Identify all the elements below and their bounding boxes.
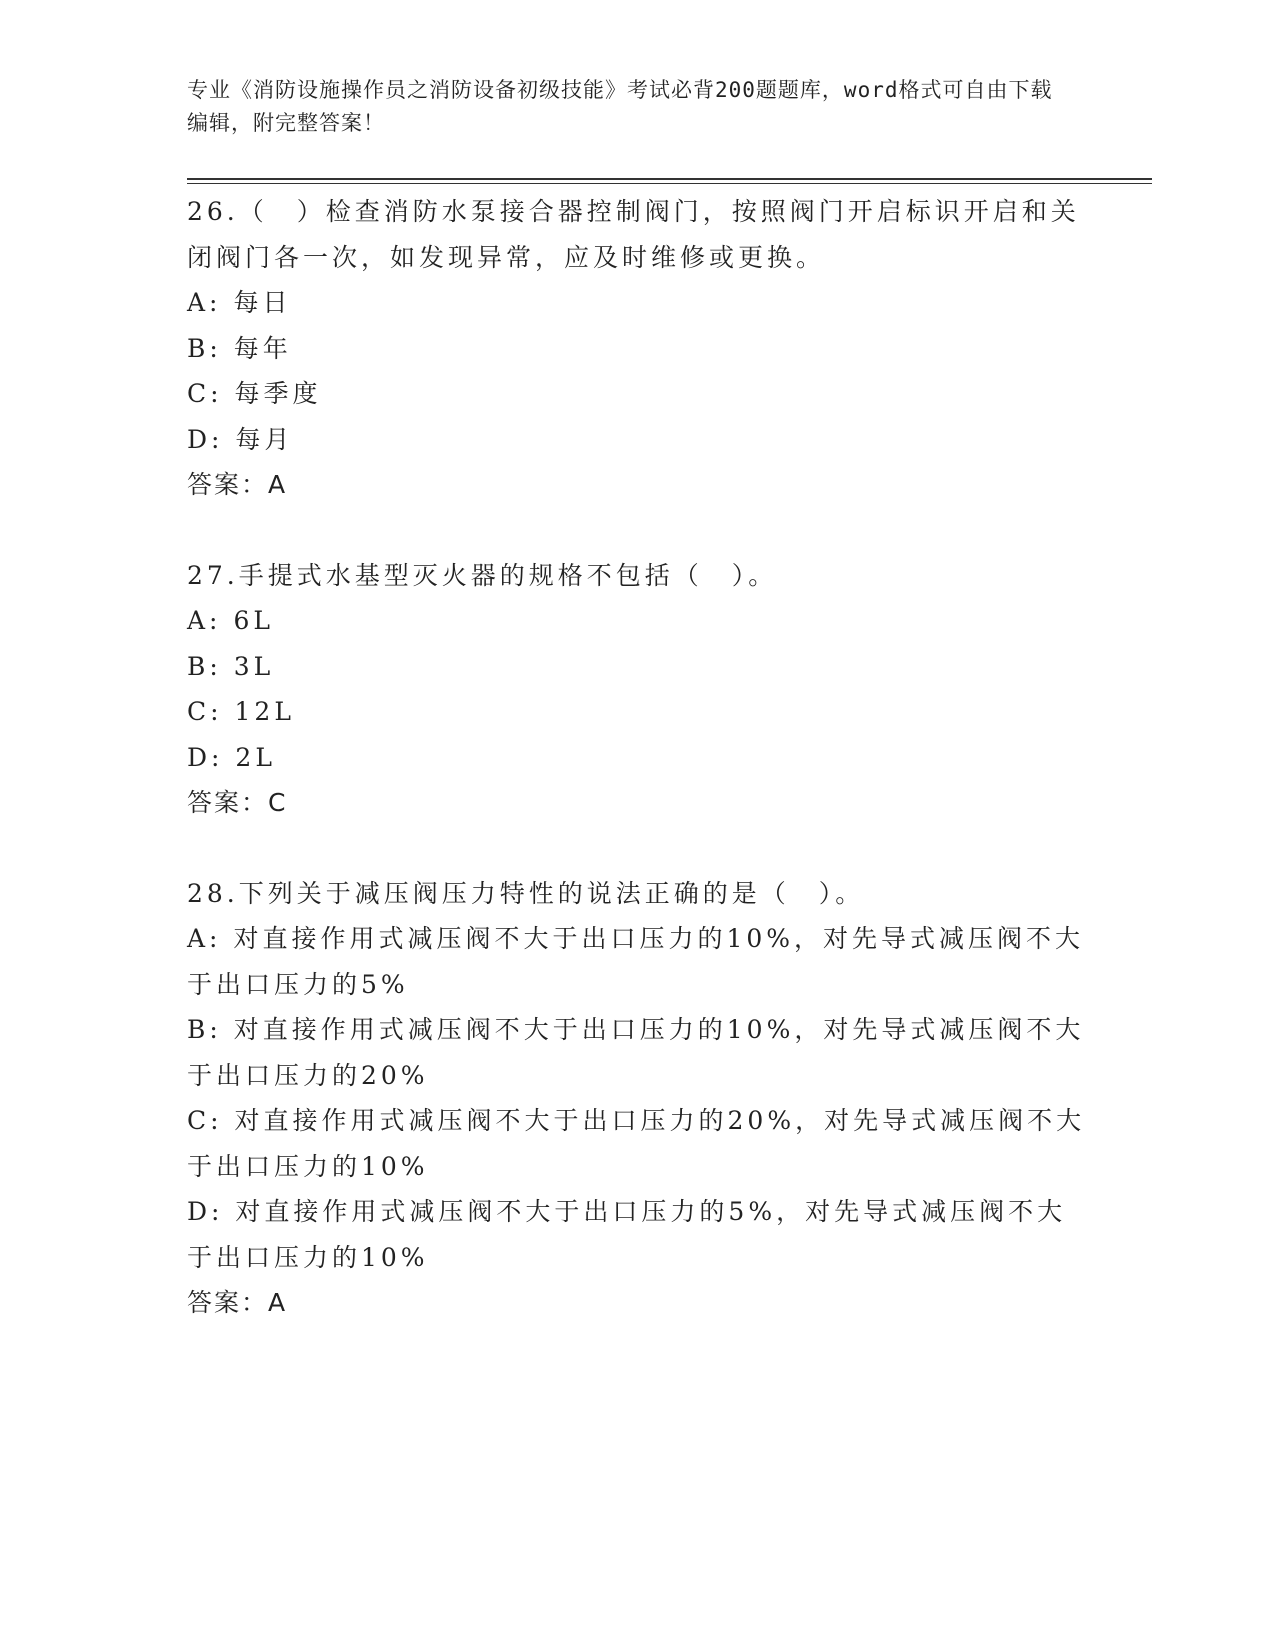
option-label: D: <box>187 1197 224 1226</box>
option-label: D: <box>187 424 224 454</box>
option-b <box>187 644 1087 690</box>
option-d <box>187 735 1087 781</box>
option-a <box>187 916 1087 1007</box>
answer-line: 答案：A <box>187 470 288 499</box>
option-text: 6L <box>233 606 274 635</box>
option-text: 对直接作用式减压阀不大于出口压力的5%，对先导式减压阀不大于出口压力的10% <box>187 1197 1067 1272</box>
option-text: 2L <box>235 742 276 772</box>
question-26 <box>187 189 1087 508</box>
option-text: 每年 <box>233 333 292 363</box>
option-c <box>187 371 1087 417</box>
option-a <box>187 598 1087 644</box>
option-text: 12L <box>234 697 295 726</box>
option-label: C: <box>187 1106 223 1135</box>
option-c <box>187 689 1087 735</box>
question-stem: 27.手提式水基型灭火器的规格不包括（ ）。 <box>187 560 778 590</box>
option-b <box>187 1007 1087 1098</box>
option-c <box>187 1098 1087 1189</box>
option-label: A: <box>187 288 222 317</box>
option-text: 3L <box>233 651 275 681</box>
header-divider-thin <box>187 183 1152 184</box>
question-28 <box>187 871 1087 1326</box>
option-label: A: <box>187 924 222 953</box>
header-divider-thick <box>187 178 1152 180</box>
option-text: 对直接作用式减压阀不大于出口压力的20%，对先导式减压阀不大于出口压力的10% <box>187 1106 1086 1181</box>
question-27 <box>187 553 1087 826</box>
option-text: 对直接作用式减压阀不大于出口压力的10%，对先导式减压阀不大于出口压力的20% <box>187 1015 1085 1090</box>
option-label: A: <box>187 606 222 635</box>
option-label: B: <box>187 651 222 681</box>
option-label: C: <box>187 697 223 726</box>
option-label: B: <box>187 1015 222 1044</box>
option-b <box>187 326 1087 372</box>
question-stem: 26.（ ）检查消防水泵接合器控制阀门，按照阀门开启标识开启和关闭阀门各一次，如发现异常，应及时维修或更换。 <box>187 197 1080 272</box>
option-text: 每季度 <box>234 379 322 408</box>
option-label: C: <box>187 379 223 408</box>
option-text: 每月 <box>235 424 294 454</box>
answer-line: 答案：A <box>187 1288 288 1317</box>
document-header: 专业《消防设施操作员之消防设备初级技能》考试必背200题题库，word格式可自由下载编辑，附完整答案！ <box>187 78 1053 135</box>
option-d <box>187 1189 1087 1280</box>
option-text: 每日 <box>233 288 292 317</box>
option-label: D: <box>187 742 224 772</box>
option-label: B: <box>187 333 222 363</box>
option-text: 对直接作用式减压阀不大于出口压力的10%，对先导式减压阀不大于出口压力的5% <box>187 924 1085 999</box>
question-stem: 28.下列关于减压阀压力特性的说法正确的是（ ）。 <box>187 878 865 908</box>
question-list <box>187 189 1087 1371</box>
option-a <box>187 280 1087 326</box>
answer-line: 答案：C <box>187 788 288 817</box>
option-d <box>187 417 1087 463</box>
